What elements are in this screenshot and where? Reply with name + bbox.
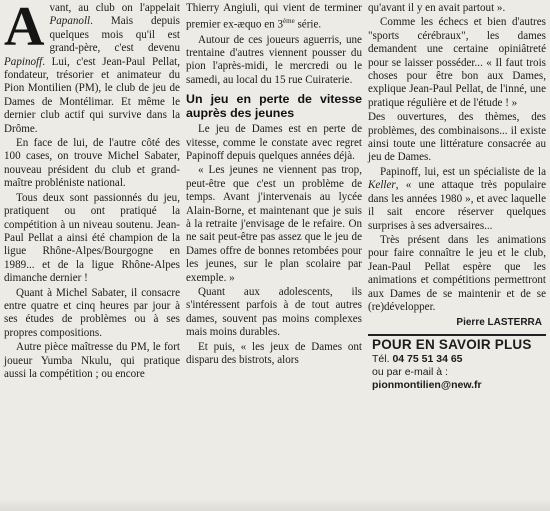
superscript: ème	[283, 17, 295, 26]
author-signature: Pierre LASTERRA	[456, 317, 542, 329]
info-phone-line	[372, 353, 546, 366]
nickname-papanoll: Papanoll	[49, 15, 91, 28]
paragraph: Et puis, « les jeux de Dames ont disparu des bistrots, alors	[186, 340, 362, 367]
paragraph	[368, 166, 546, 233]
phone-label: Tél.	[372, 353, 390, 366]
drop-cap: A	[4, 0, 45, 58]
text-segment: Thierry Angiuli, qui vient de terminer premier ex-æquo en 3	[186, 2, 362, 32]
paragraph-continued: qu'avant il y en avait partout ».	[368, 2, 506, 14]
paragraph: Des ouvertures, des thèmes, des problèmes, des combinaisons... il existe ainsi toute une littérature consacrée au jeu de Dames.	[368, 111, 546, 164]
paragraph: En face de lui, de l'autre côté des 100 cases, on trouve Michel Sabater, nouveau président du club et grand-maître probléniste national.	[4, 137, 180, 190]
column-3	[368, 2, 546, 392]
paragraph: Tous deux sont passionnés du jeu, pratiquent ou ont pratiqué la compétition à un niveau soutenu. Jean-Paul Pellat a ainsi été champion de la ligue Rhône-Alpes/Bourgogne en 1989... et de la ligue Rhône-Alpes dimanche dernier !	[4, 191, 180, 285]
intro-text-end: . Lui, c'est Jean-Paul Pellat, fondateur, trésorier et animateur du Pion Montilien (PM), le club de jeu de Dames de Montélimar. Et même le dernier club actif qui survive dans la Drôme.	[4, 55, 180, 135]
info-box-title: POUR EN SAVOIR PLUS	[372, 336, 532, 352]
paragraph: Autour de ces joueurs aguerris, une trentaine d'autres viennent pousser du pion l'après-midi, le mercredi ou le samedi, au local du 15 rue Cuiraterie.	[186, 33, 362, 86]
text-segment: Papinoff, lui, est un spécialiste de la	[380, 165, 546, 178]
section-subheading: Un jeu en perte de vitesse auprès des jeunes	[186, 92, 362, 121]
page-fold-shadow	[0, 499, 550, 511]
column-2	[186, 2, 362, 368]
paragraph: Le jeu de Dames est en perte de vitesse, comme le constate avec regret Papinoff depuis quelques années déjà.	[186, 123, 362, 162]
nickname-papinoff: Papinoff	[4, 55, 43, 68]
paragraph: Très présent dans les animations pour faire connaître le jeu et le club, Jean-Paul Pellat espère que les animations et compétitions permettront aux Dames de se maintenir et de se (re)développer.	[368, 233, 546, 313]
email-address: pionmontilien@new.fr	[372, 379, 482, 392]
text-segment: , « une attaque très populaire dans les années 1980 », et avec laquelle il sait encore réserver quelques surprises à ses adversaires...	[368, 179, 546, 232]
paragraph: Quant aux adolescents, ils s'intéressent parfois à de tout autres dames, souvent pas moins complexes mais moins durables.	[186, 286, 362, 339]
opening-name: Keller	[368, 179, 396, 192]
paragraph: Autre pièce maîtresse du PM, le fort joueur Yumba Nkulu, qui pratique aussi la compétition ; ou encore	[4, 341, 180, 380]
intro-text-start: vant, au club on l'appelait	[49, 2, 180, 14]
paragraph-continued	[186, 2, 362, 33]
column-1	[4, 2, 180, 382]
info-box	[368, 334, 546, 392]
paragraph: Comme les échecs et bien d'autres "sports cérébraux", les dames demandent une certaine opiniâtreté pour se laisser posséder... « Il faut trois choses pour être bon aux Dames, explique Jean-Paul Pellat, de l'inné, une pratique régulière et de l'étude ! »	[368, 16, 546, 109]
phone-number: 04 75 51 34 65	[392, 353, 463, 366]
paragraph: Quant à Michel Sabater, il consacre entre quatre et cinq heures par jour à ses études de problèmes ou à ses propres compositions.	[4, 286, 180, 339]
intro-text-mid: . Mais depuis quelques mois qu'il est grand-père, c'est devenu	[49, 15, 180, 55]
info-email-label: ou par e-mail à :	[372, 366, 448, 379]
paragraph-quote: « Les jeunes ne viennent pas trop, peut-être que c'est un problème de temps. Avant j'intervenais au lycée Alain-Borne, et maintenant que je suis à la retraite j'envisage de le refaire. On ne sait peut-être pas assez que le jeu de Dames offre de bonnes retombées pour les jeunes, sur le plan scolaire par exemple. »	[186, 164, 362, 284]
info-email-line	[372, 379, 546, 392]
text-segment: série.	[294, 19, 322, 32]
paragraph-intro	[4, 2, 180, 136]
